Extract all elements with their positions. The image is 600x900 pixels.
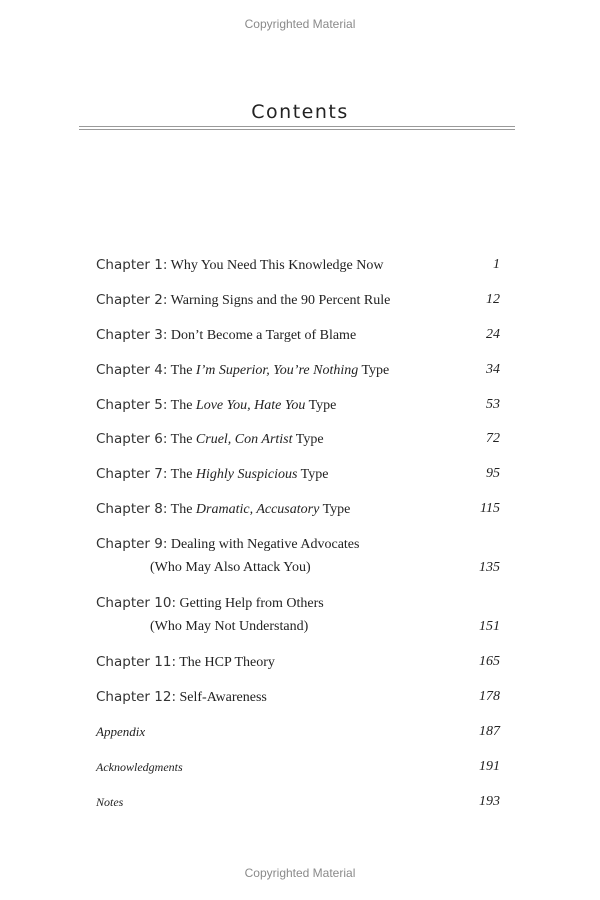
chapter-label: Chapter 12: <box>96 689 176 706</box>
page-number: 187 <box>479 723 500 739</box>
toc-entry <box>96 323 500 358</box>
page-number: 12 <box>486 291 500 307</box>
chapter-title: Don’t Become a Target of Blame <box>170 327 357 343</box>
chapter-title: Why You Need This Knowledge Now <box>170 258 384 273</box>
page-number: 34 <box>486 361 500 377</box>
page-number: 151 <box>479 619 500 635</box>
title-prefix: The <box>170 397 193 413</box>
chapter-title: Getting Help from Others <box>179 596 324 612</box>
chapter-title <box>171 398 337 413</box>
title-italic: Love You, Hate You <box>195 397 306 413</box>
chapter-label: Chapter 9: <box>96 536 168 553</box>
chapter-title <box>171 467 329 482</box>
chapter-label: Chapter 2: <box>96 291 168 308</box>
chapter-title: The HCP Theory <box>179 655 275 671</box>
title-prefix: The <box>170 467 193 483</box>
title-prefix: The <box>170 362 193 378</box>
title-prefix: The <box>170 502 193 518</box>
title-italic: Dramatic, Accusatory <box>195 502 320 518</box>
page-number: 72 <box>486 431 500 447</box>
title-suffix: Type <box>322 502 351 518</box>
toc-entry <box>96 253 500 288</box>
toc-entry <box>96 790 500 825</box>
back-matter-title: Acknowledgments <box>96 759 183 774</box>
chapter-label: Chapter 5: <box>96 396 168 413</box>
title-suffix: Type <box>295 432 324 448</box>
chapter-title: Self-Awareness <box>179 690 267 706</box>
toc-entry <box>96 462 500 497</box>
page-number: 95 <box>486 466 500 482</box>
toc-entry <box>96 591 500 650</box>
toc-entry <box>96 532 500 591</box>
toc-entry <box>96 685 500 720</box>
page-number: 165 <box>479 654 500 670</box>
chapter-label: Chapter 8: <box>96 501 168 518</box>
toc-entry <box>96 288 500 323</box>
chapter-label: Chapter 11: <box>96 654 176 671</box>
chapter-label: Chapter 7: <box>96 466 168 483</box>
toc-entry <box>96 755 500 790</box>
back-matter-title: Appendix <box>96 723 146 739</box>
toc-entry <box>96 497 500 532</box>
chapter-label: Chapter 3: <box>96 326 168 343</box>
page-number: 53 <box>486 396 500 412</box>
page-number: 135 <box>479 560 500 576</box>
page-number: 178 <box>479 689 500 705</box>
table-of-contents <box>96 253 500 825</box>
toc-entry <box>96 650 500 685</box>
chapter-title: Warning Signs and the 90 Percent Rule <box>170 292 391 308</box>
chapter-label: Chapter 6: <box>96 431 168 448</box>
toc-entry <box>96 427 500 462</box>
chapter-label: Chapter 4: <box>96 361 168 378</box>
toc-entry <box>96 720 500 755</box>
toc-entry <box>96 358 500 393</box>
chapter-label: Chapter 10: <box>96 595 176 612</box>
title-suffix: Type <box>300 467 329 483</box>
page-number: 193 <box>479 793 500 809</box>
title-suffix: Type <box>361 362 390 378</box>
back-matter-title: Notes <box>96 794 124 809</box>
chapter-subtitle: (Who May Not Understand) <box>150 619 309 635</box>
chapter-label: Chapter 1: <box>96 257 168 273</box>
title-suffix: Type <box>308 397 337 413</box>
title-italic: Highly Suspicious <box>195 467 298 483</box>
page-number: 115 <box>480 501 500 517</box>
watermark-top: Copyrighted Material <box>244 17 356 31</box>
toc-entry <box>96 393 500 428</box>
chapter-title: Dealing with Negative Advocates <box>170 537 360 553</box>
title-rule-bottom <box>79 129 515 130</box>
page-number: 24 <box>486 326 500 342</box>
chapter-subtitle: (Who May Also Attack You) <box>150 560 311 576</box>
chapter-title <box>171 502 351 517</box>
title-rule-top <box>79 126 515 127</box>
title-italic: I’m Superior, You’re Nothing <box>195 362 359 378</box>
chapter-title <box>171 432 324 447</box>
page-title: Contents <box>251 100 349 123</box>
watermark-bottom: Copyrighted Material <box>244 866 356 880</box>
page-number: 191 <box>479 758 500 774</box>
page-number: 1 <box>493 257 500 272</box>
title-prefix: The <box>170 432 193 448</box>
chapter-title <box>171 363 390 378</box>
title-italic: Cruel, Con Artist <box>195 432 293 448</box>
